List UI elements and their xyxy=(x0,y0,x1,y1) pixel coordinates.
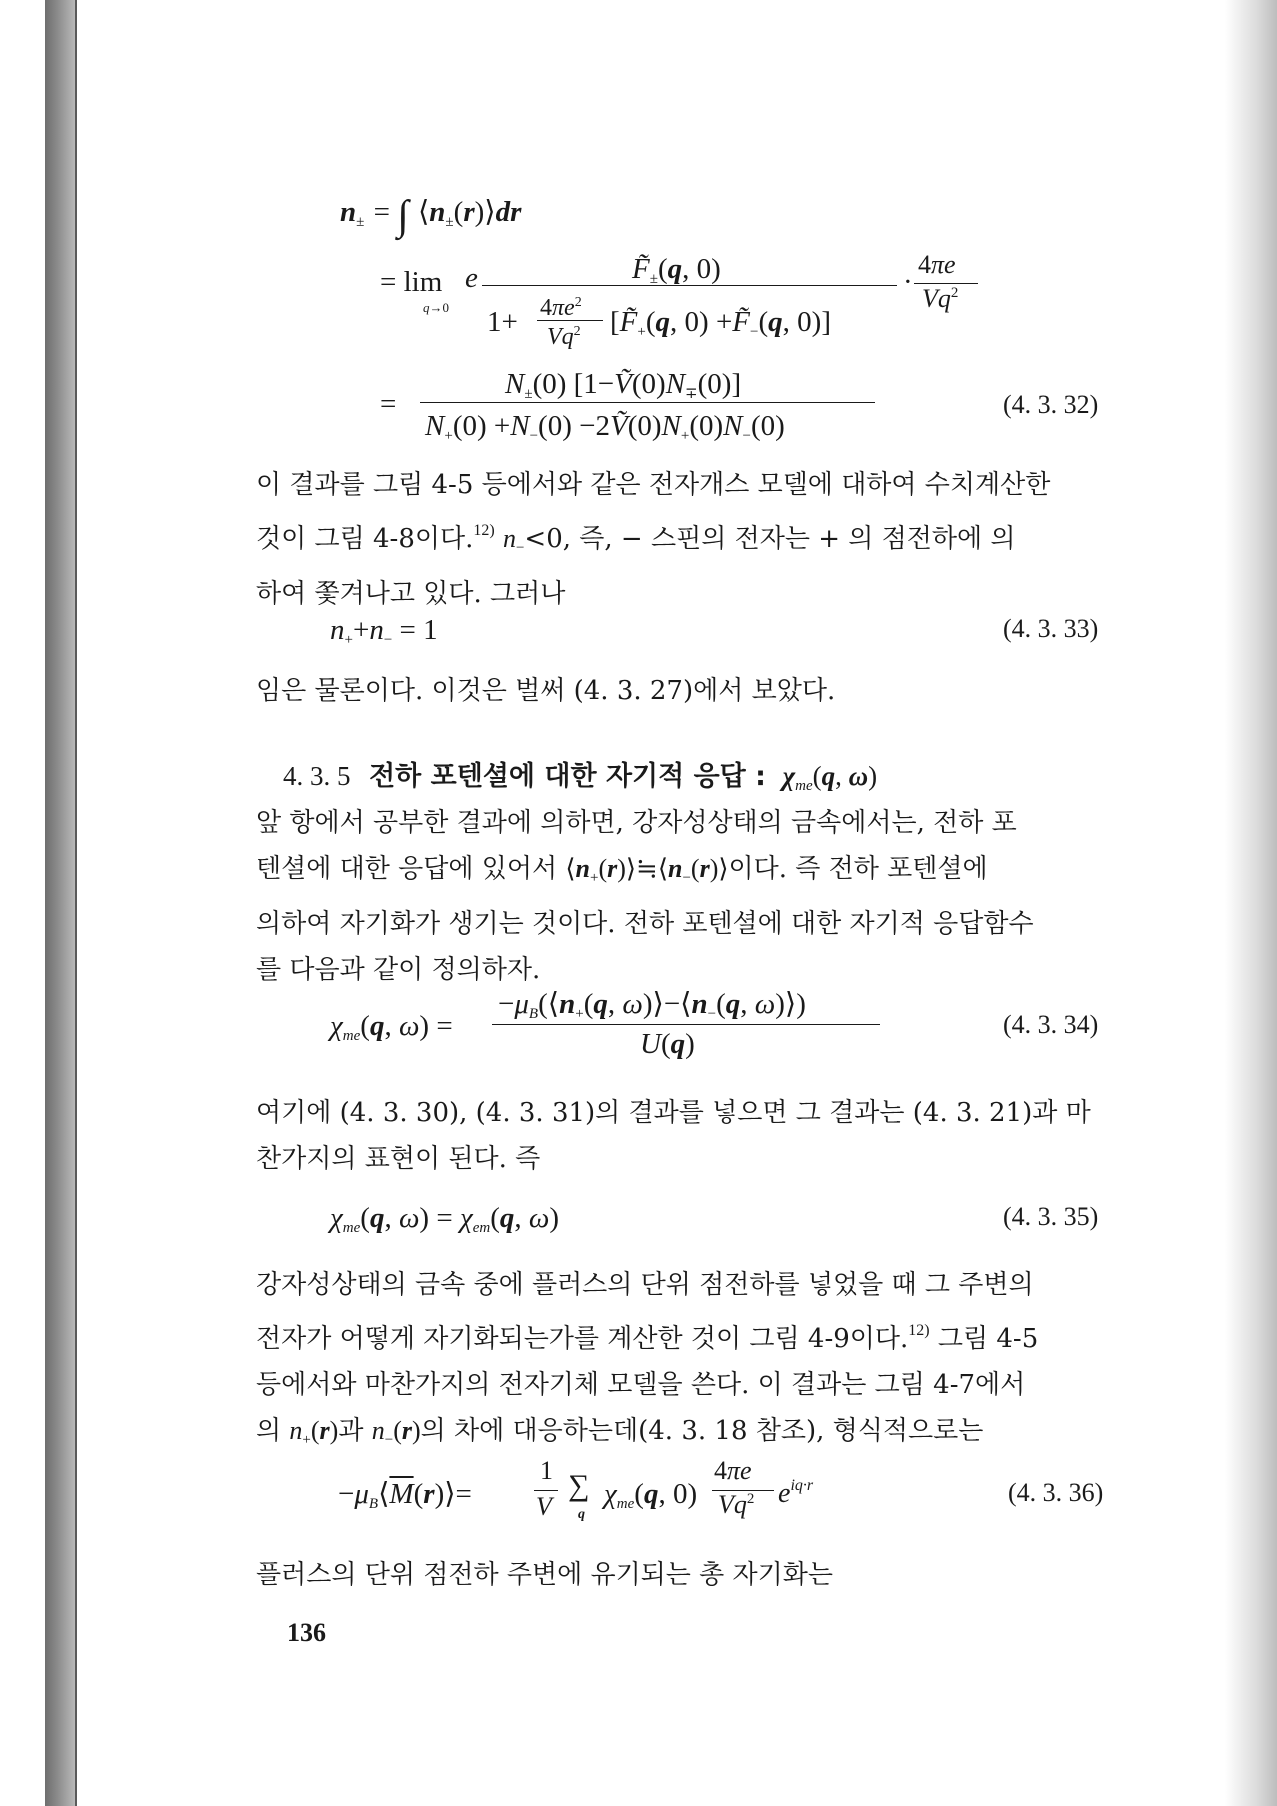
para1-line2-text: 것이 그림 4-8이다. xyxy=(256,524,474,554)
para3-line2-rest: 이다. 즉 전하 포텐셜에 xyxy=(728,854,988,884)
paragraph-1 xyxy=(256,462,1146,617)
para5-line4-start: 의 xyxy=(256,1416,282,1446)
eq32-line1: $n_\pm$ = ∫ $⟨n_\pm(r)⟩dr$ xyxy=(340,193,522,239)
eq32-inner-frac-num: $4\pi e^2$ xyxy=(540,295,582,321)
eq36-lhs: $-\mu_B⟨\overline{M}(r)⟩=$ xyxy=(338,1478,472,1512)
para1-line3: 하여 쫓겨나고 있다. 그러나 xyxy=(256,579,566,609)
eq32-line2-lim: = lim xyxy=(380,266,443,298)
eq36-frac1-den: V xyxy=(536,1492,552,1521)
eq36-chi: $\chi_{me}(q$, 0) xyxy=(604,1478,698,1512)
paragraph-6 xyxy=(256,1552,1146,1598)
paragraph-5 xyxy=(256,1262,1146,1463)
para5-line2-rest: 그림 4-5 xyxy=(929,1324,1039,1354)
eq34-lhs: $\chi_{me}(q$, ω) = xyxy=(330,1010,453,1044)
para1-n-subscript: − xyxy=(515,540,525,556)
para6-line1: 플러스의 단위 점전하 주변에 유기되는 총 자기화는 xyxy=(256,1560,834,1590)
eq32-frac2-num: 4πe xyxy=(918,250,956,279)
paragraph-3 xyxy=(256,800,1146,993)
eq32-numerator: $F̃_\pm(q$, 0) xyxy=(632,253,721,287)
para1-n-symbol: n xyxy=(502,524,516,553)
page-edge-shadow xyxy=(1225,0,1277,1806)
eq36-sum: ∑ xyxy=(568,1469,590,1502)
eq32-line3-numerator: $N_\pm(0)$ $[1-Ṽ(0)N_\mp(0)]$ xyxy=(505,368,742,402)
eq32-denominator: 1+ xyxy=(487,306,518,338)
eq36-frac2-num: 4πe xyxy=(714,1456,752,1485)
para5-line4-rest: 의 차에 대응하는데(4. 3. 18 참조), 형식적으로는 xyxy=(420,1416,984,1446)
eq32-inner-frac-bar xyxy=(537,320,603,321)
eq32-fraction-bar xyxy=(482,285,897,286)
eq32-lim-subscript: q→0 xyxy=(423,300,449,315)
eq36-number: (4. 3. 36) xyxy=(1008,1478,1104,1507)
eq32-inner-frac-den: Vq$^2$ xyxy=(547,324,581,350)
eq32-line3-equals: = xyxy=(380,388,397,420)
eq32-line3-bar xyxy=(420,402,875,403)
para5-line3: 등에서와 마찬가지의 전자기체 모델을 쓴다. 이 결과는 그림 4-7에서 xyxy=(256,1370,1026,1400)
page-number: 136 xyxy=(287,1618,326,1647)
para1-line2 xyxy=(256,508,1146,571)
eq34-denominator: U(q) xyxy=(640,1028,695,1060)
para3-line4: 를 다음과 같이 정의하자. xyxy=(256,955,541,985)
eq32-dot: · xyxy=(903,266,913,298)
para1-line2-rest: <0, 즉, − 스핀의 전자는 + 의 점전하에 의 xyxy=(524,524,1016,554)
para5-line2 xyxy=(256,1308,1146,1362)
para3-line1: 앞 항에서 공부한 결과에 의하면, 강자성상태의 금속에서는, 전하 포 xyxy=(256,808,1017,838)
equation-4-3-35: $\chi_{me}(q$, $\omega) = \chi_{em}(q$, ω) xyxy=(330,1202,560,1236)
paragraph-2 xyxy=(256,668,1146,714)
para3-line2: 텐셜에 대한 응답에 있어서 $⟨n_+(r)⟩≒⟨n_-(r)⟩$이다. 즉 전하 포텐셜에 xyxy=(256,854,988,886)
footnote-ref-12: 12) xyxy=(473,522,495,539)
section-number: 4. 3. 5 xyxy=(283,761,351,791)
para5-line1: 강자성상태의 금속 중에 플러스의 단위 점전하를 넣었을 때 그 주변의 xyxy=(256,1270,1034,1300)
para4-line2: 찬가지의 표현이 된다. 즉 xyxy=(256,1144,541,1174)
eq32-bracket: [$F̃_+(q$, $0) +F̃_-(q$, 0)] xyxy=(610,306,831,340)
para1-line1: 이 결과를 그림 4-5 등에서와 같은 전자개스 모델에 대하여 수치계산한 xyxy=(256,470,1051,500)
eq36-sum-sub: q xyxy=(578,1507,585,1522)
eq35-number: (4. 3. 35) xyxy=(1003,1202,1099,1231)
eq36-frac1-num: 1 xyxy=(540,1456,553,1485)
para2-line1: 임은 물론이다. 이것은 벌써 (4. 3. 27)에서 보았다. xyxy=(256,676,836,706)
para3-line2-text: 텐셜에 대한 응답에 있어서 xyxy=(256,854,558,884)
para5-line4-gwa: 과 xyxy=(338,1416,364,1446)
para5-line4: 의 $n_+(r)$과 $n_-(r)$의 차에 대응하는데(4. 3. 18 참조), 형식적으로는 xyxy=(256,1416,984,1448)
eq34-numerator: $-\mu_B(⟨n_+(q$, $\omega)⟩-⟨n_-(q$, ω)⟩) xyxy=(498,988,806,1022)
section-title: 전하 포텐셜에 대한 자기적 응답 : xyxy=(369,761,766,792)
eq36-frac1-bar xyxy=(534,1490,558,1491)
para4-line1: 여기에 (4. 3. 30), (4. 3. 31)의 결과를 넣으면 그 결과는 (4. 3. 21)과 마 xyxy=(256,1098,1091,1128)
eq34-number: (4. 3. 34) xyxy=(1003,1010,1099,1039)
eq36-frac2-den: Vq$^2$ xyxy=(718,1490,755,1519)
para5-line2-text: 전자가 어떻게 자기화되는가를 계산한 것이 그림 4-9이다. xyxy=(256,1324,909,1354)
equation-4-3-33: $n_++n_- = 1$ xyxy=(330,614,438,648)
section-heading-4-3-5: 4. 3. 5 전하 포텐셜에 대한 자기적 응답 : $\chi_{me}(q$, ω) xyxy=(283,761,878,794)
eq34-fraction-bar xyxy=(492,1024,880,1025)
para3-line3: 의하여 자기화가 생기는 것이다. 전하 포텐셜에 대한 자기적 응답함수 xyxy=(256,909,1034,939)
eq32-frac2-den: Vq$^2$ xyxy=(922,284,959,313)
eq33-number: (4. 3. 33) xyxy=(1003,614,1099,643)
eq32-line3-denominator: $N_+(0) +N_-(0)$ $-2Ṽ(0)N_+(0)N_-(0)$ xyxy=(425,410,785,444)
paragraph-4 xyxy=(256,1090,1146,1182)
eq32-number: (4. 3. 32) xyxy=(1003,390,1099,419)
eq32-e: e xyxy=(465,262,478,294)
eq36-exp: $e^{iq\cdot r}$ xyxy=(778,1477,814,1509)
footnote-ref-12b: 12) xyxy=(908,1322,930,1339)
